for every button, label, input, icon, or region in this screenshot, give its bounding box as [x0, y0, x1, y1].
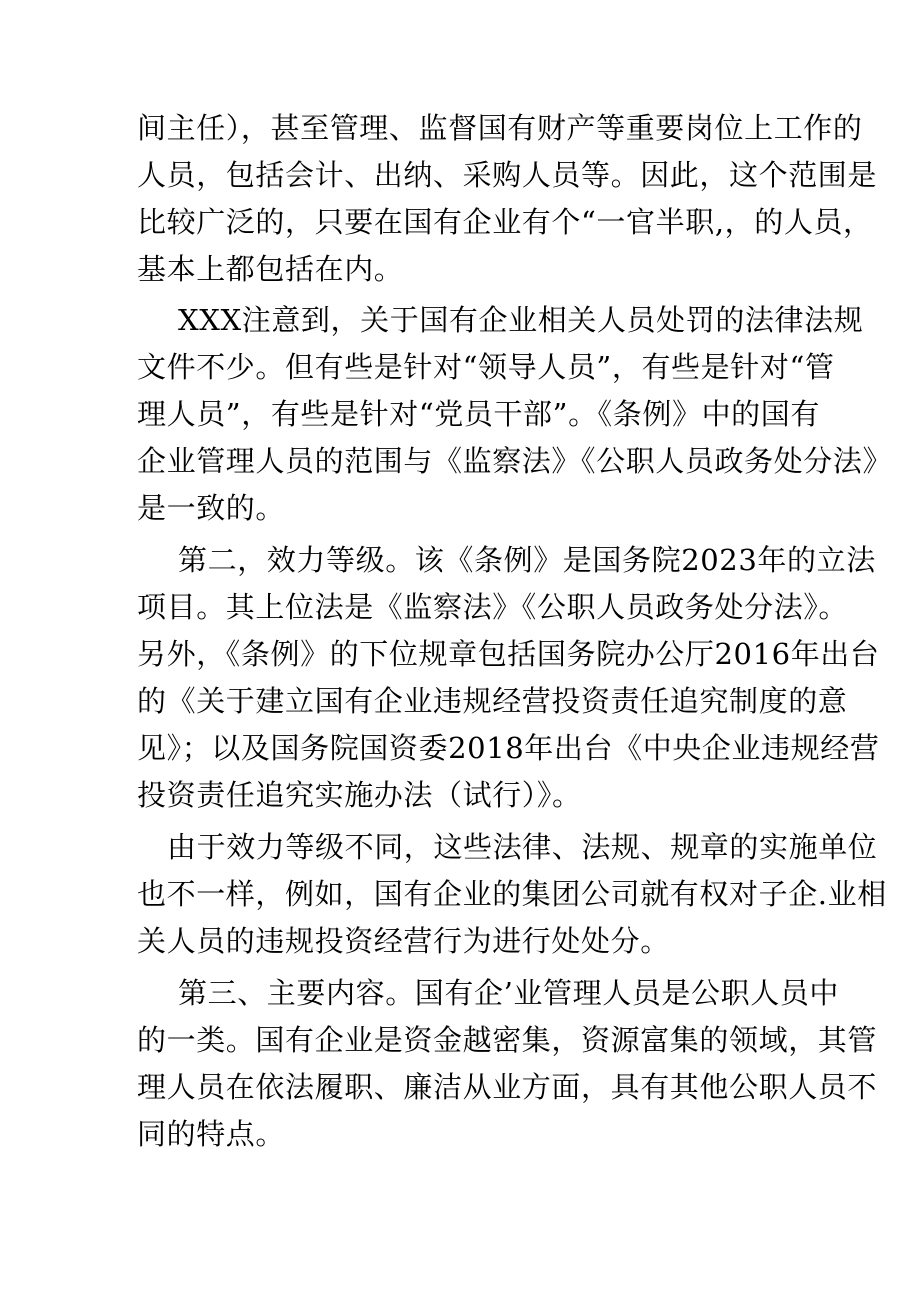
text-line: 同的特点。 — [137, 1117, 286, 1151]
text-line: 人员，包括会计、出纳、采购人员等。因此，这个范围是 — [137, 158, 878, 192]
text-line: 文件不少。但有些是针对“领导人员”，有些是针对“管 — [137, 350, 835, 384]
text-line: 投资责任追究实施办法（试行）》。 — [137, 778, 582, 812]
text-line: 项目。其上位法是《监察法》《公职人员政务处分法》。 — [137, 590, 849, 624]
text-line: 理人员”，有些是针对“党员干部”。《条例》中的国有 — [137, 397, 820, 431]
text-line: 基本上都包括在内。 — [137, 252, 404, 286]
text-line: 的《关于建立国有企业违规经营投资责任追究制度的意 — [137, 684, 848, 718]
text-line: 由于效力等级不同，这些法律、法规、规章的实施单位 — [167, 830, 878, 864]
text-line: 比较广泛的，只要在国有企业有个“一官半职,，的人员， — [137, 205, 873, 239]
text-line: 企业管理人员的范围与《监察法》《公职人员政务处分法》 — [137, 444, 893, 478]
text-line: 的一类。国有企业是资金越密集，资源富集的领域，其管 — [137, 1023, 878, 1057]
text-line: 间主任），甚至管理、监督国有财产等重要岗位上工作的 — [137, 111, 863, 145]
text-line: 第二，效力等级。该《条例》是国务院2023年的立法 — [178, 543, 876, 577]
text-line: 是一致的。 — [137, 491, 286, 525]
text-line: 理人员在依法履职、廉洁从业方面，具有其他公职人员不 — [137, 1070, 878, 1104]
text-line: XXX注意到，关于国有企业相关人员处罚的法律法规 — [178, 303, 864, 337]
text-line: 关人员的违规投资经营行为进行处处分。 — [137, 924, 670, 958]
text-line: 也不一样，例如，国有企业的集团公司就有权对子企.业相 — [137, 877, 887, 911]
text-line: 第三、主要内容。国有企’业管理人员是公职人员中 — [178, 976, 840, 1010]
text-line: 另外，《条例》的下位规章包括国务院办公厅2016年出台 — [137, 637, 880, 671]
text-line: 见》；以及国务院国资委2018年出台《中央企业违规经营 — [137, 731, 880, 765]
